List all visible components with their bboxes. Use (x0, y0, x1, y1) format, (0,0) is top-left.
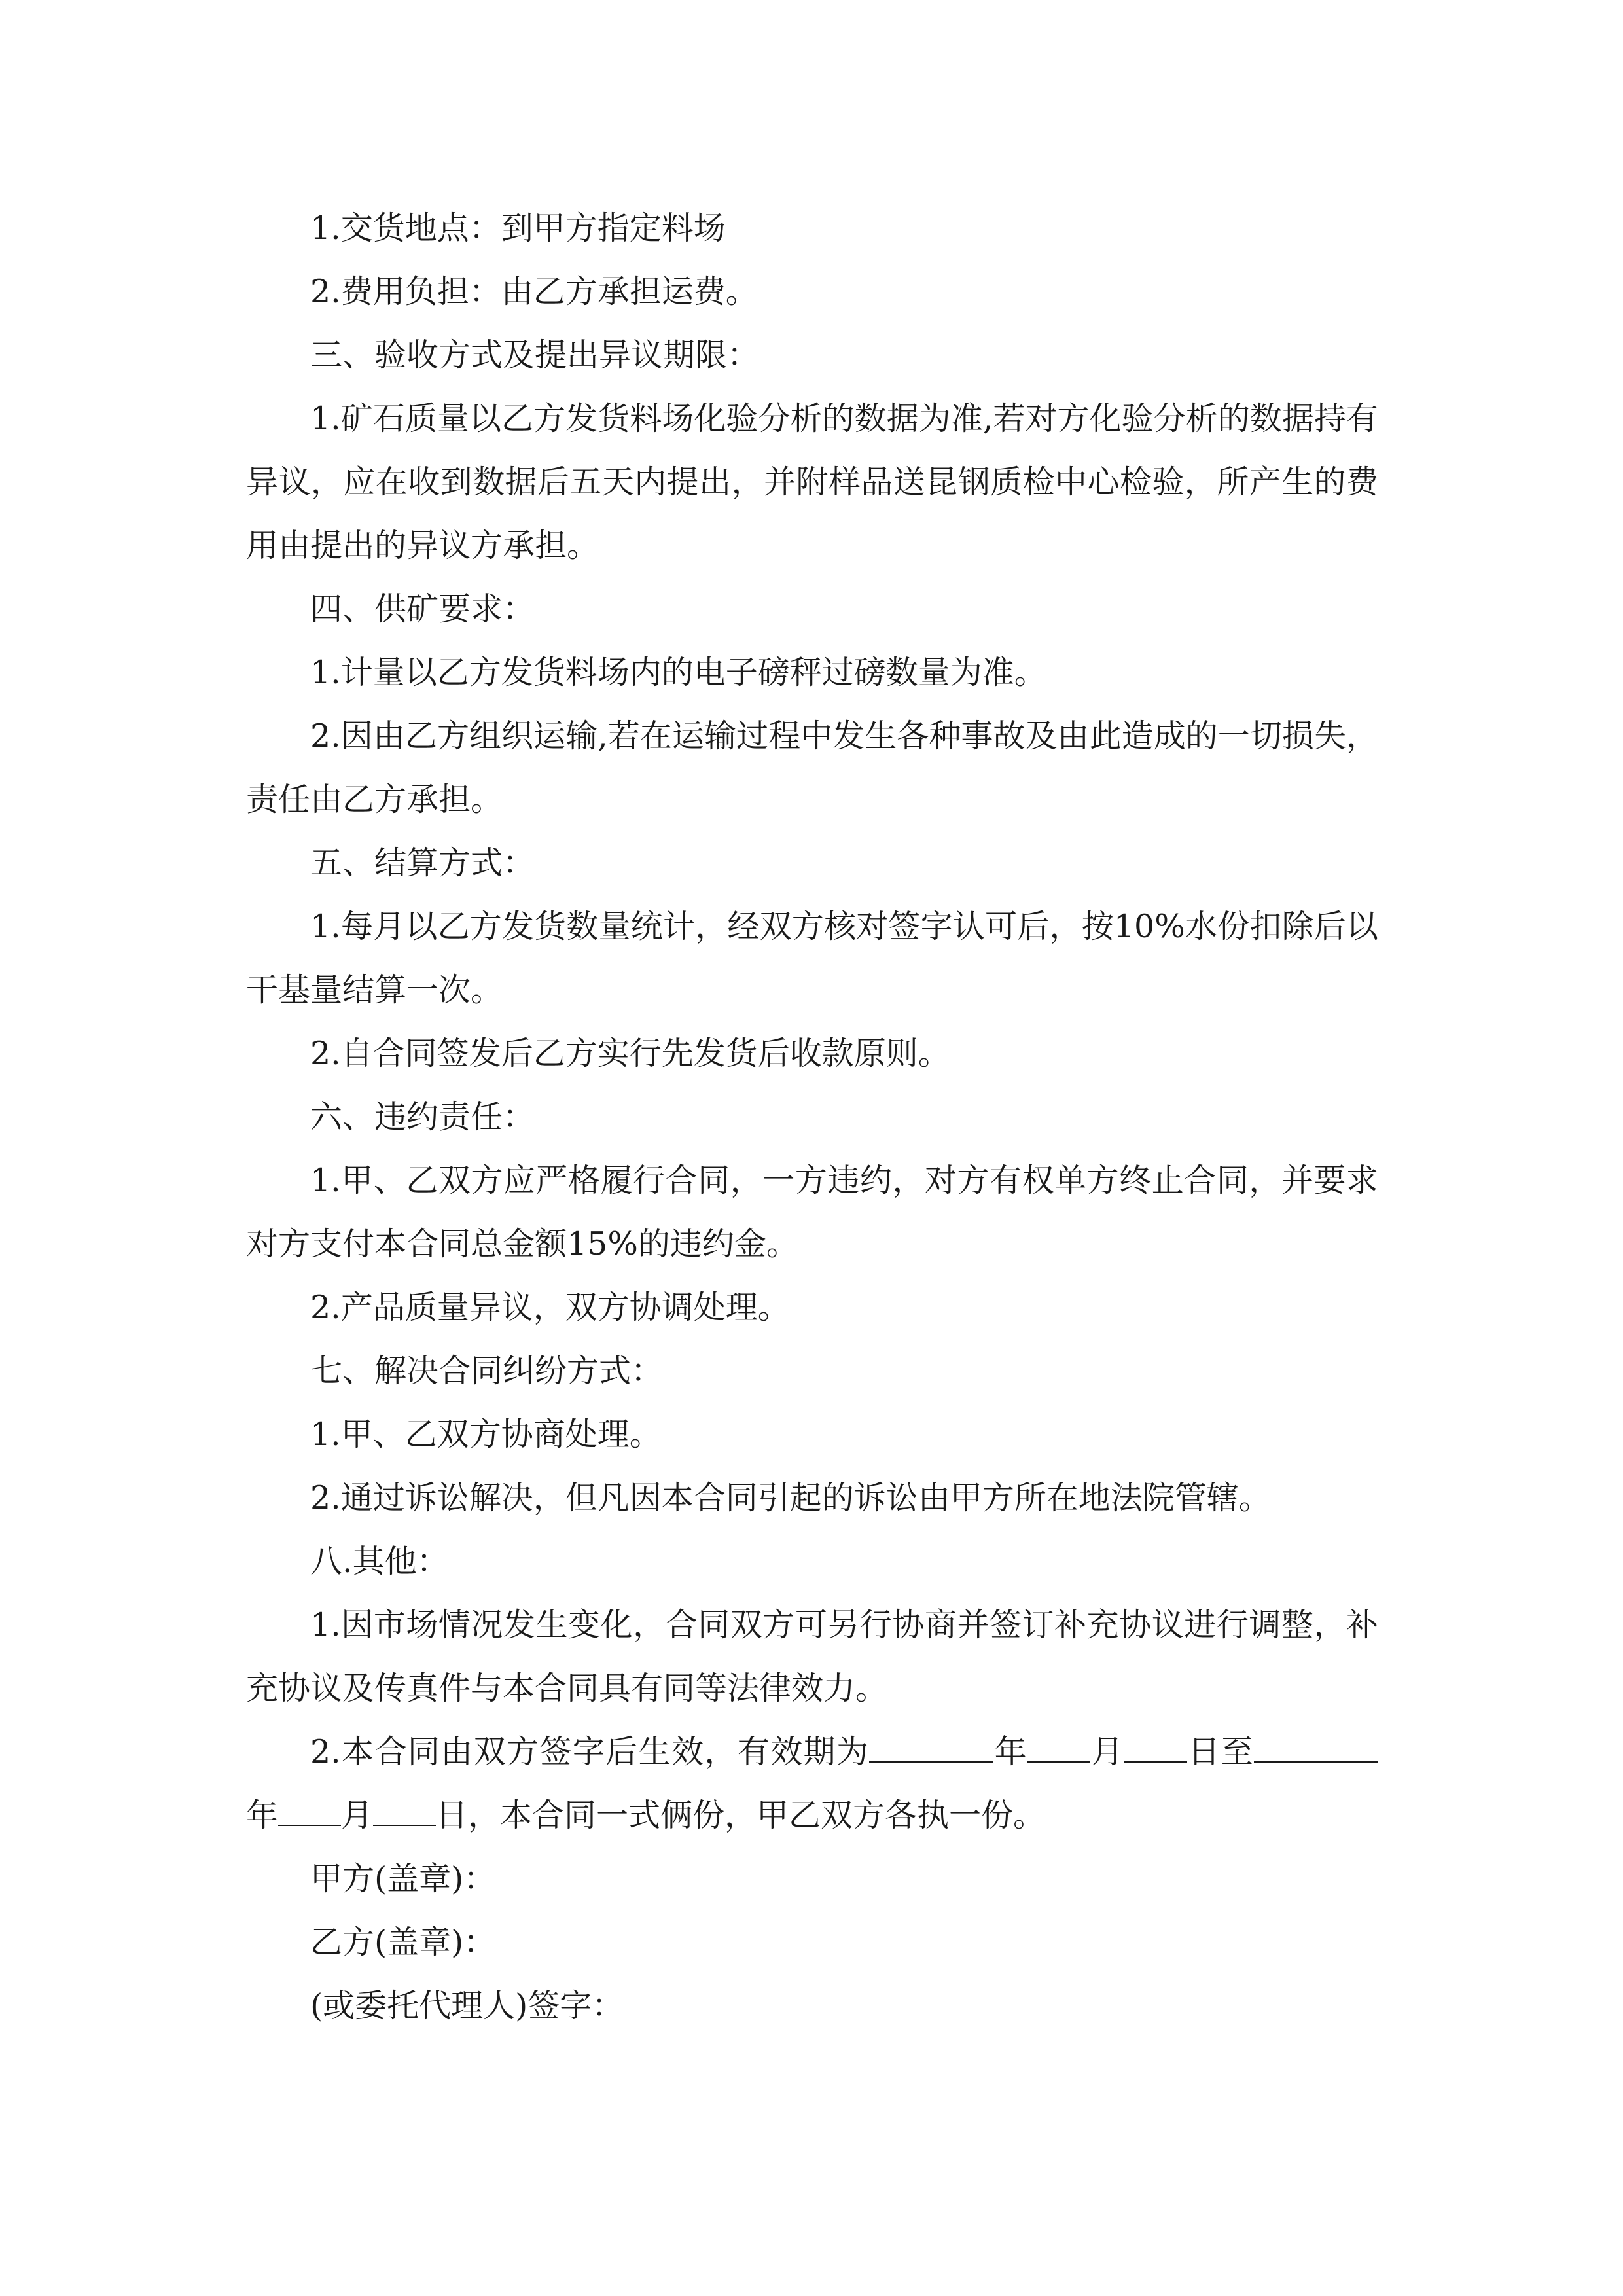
breach-penalty-clause: 1.甲、乙双方应严格履行合同，一方违约，对方有权单方终止合同，并要求对方支付本合同总金额15%的违约金。 (246, 1162, 1378, 1263)
payment-principle-clause: 2.自合同签发后乙方实行先发货后收款原则。 (310, 1035, 950, 1072)
end-year-label: 年 (246, 1797, 279, 1834)
section-heading-settlement: 五、结算方式： (310, 844, 535, 882)
end-month-label: 月 (341, 1797, 374, 1834)
document-body (246, 196, 1378, 2037)
party-b-seal: 乙方(盖章)： (310, 1924, 496, 1961)
validity-clause (246, 1720, 1378, 1847)
agent-signature: (或委托代理人)签字： (310, 1987, 624, 2024)
validity-prefix: 2.本合同由双方签字后生效，有效期为 (310, 1733, 870, 1770)
metering-clause: 1.计量以乙方发货料场内的电子磅秤过磅数量为准。 (310, 654, 1046, 691)
day-to-label: 日至 (1186, 1733, 1254, 1770)
end-month-blank[interactable] (278, 1785, 341, 1826)
cost-burden-clause: 2.费用负担：由乙方承担运费。 (310, 273, 758, 310)
start-year-blank[interactable] (869, 1722, 993, 1763)
litigation-clause: 2.通过诉讼解决，但凡因本合同引起的诉讼由甲方所在地法院管辖。 (310, 1479, 1271, 1516)
section-heading-supply: 四、供矿要求： (310, 590, 535, 628)
delivery-location-clause: 1.交货地点：到甲方指定料场 (310, 209, 726, 247)
section-heading-acceptance: 三、验收方式及提出异议期限： (310, 336, 760, 374)
section-heading-other: 八.其他： (310, 1543, 449, 1580)
section-heading-breach: 六、违约责任： (310, 1098, 535, 1136)
month-label: 月 (1090, 1733, 1124, 1770)
negotiation-clause: 1.甲、乙双方协商处理。 (310, 1416, 662, 1453)
year-label: 年 (993, 1733, 1028, 1770)
start-month-blank[interactable] (1027, 1722, 1090, 1763)
supplementary-agreement-clause: 1.因市场情况发生变化，合同双方可另行协商并签订补充协议进行调整，补充协议及传真件与本合同具有同等法律效力。 (246, 1606, 1378, 1707)
party-a-seal: 甲方(盖章)： (310, 1860, 496, 1897)
transport-liability-clause: 2.因由乙方组织运输,若在运输过程中发生各种事故及由此造成的一切损失，责任由乙方承担。 (246, 717, 1378, 818)
end-day-blank[interactable] (373, 1785, 436, 1826)
ore-quality-clause: 1.矿石质量以乙方发货料场化验分析的数据为准,若对方化验分析的数据持有异议，应在收到数据后五天内提出，并附样品送昆钢质检中心检验，所产生的费用由提出的异议方承担。 (246, 400, 1378, 564)
monthly-settlement-clause: 1.每月以乙方发货数量统计，经双方核对签字认可后，按10%水份扣除后以干基量结算一次。 (246, 908, 1378, 1009)
section-heading-disputes: 七、解决合同纠纷方式： (310, 1352, 664, 1390)
end-day-label: 日，本合同一式俩份，甲乙双方各执一份。 (436, 1797, 1046, 1834)
quality-dispute-clause: 2.产品质量异议，双方协调处理。 (310, 1289, 790, 1326)
end-year-blank[interactable] (1254, 1722, 1378, 1763)
start-day-blank[interactable] (1124, 1722, 1187, 1763)
